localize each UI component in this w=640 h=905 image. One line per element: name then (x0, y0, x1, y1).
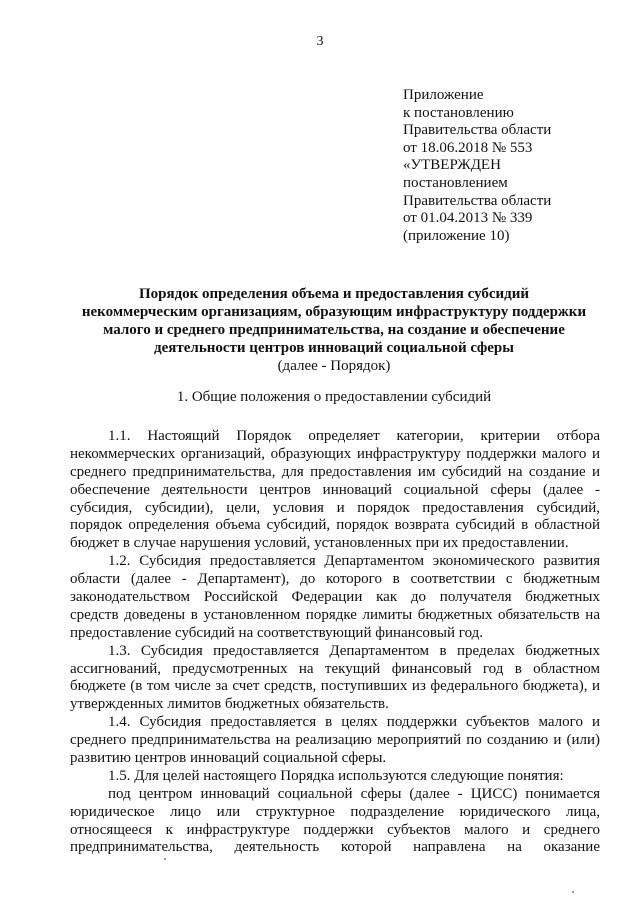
paragraph-line: среднего предпринимательства на реализацию мероприятий по созданию и (или) (70, 732, 600, 749)
appendix-line: Правительства области (403, 122, 552, 139)
paragraph-line: юридическое лицо или структурное подразделение юридического лица, (70, 803, 600, 820)
appendix-line: от 18.06.2018 № 553 (403, 139, 533, 156)
paragraph-line: предпринимательства, деятельность которой направлена на оказание (70, 839, 600, 856)
paragraph-line: предоставление субсидий на соответствующий финансовый год. (70, 624, 484, 641)
paragraph-line: развитию центров инноваций социальной сферы. (70, 750, 387, 767)
paragraph-line: средств доведены в установленном порядке лимиты бюджетных обязательств на (70, 606, 600, 623)
title-line: деятельности центров инноваций социальной сферы (154, 340, 514, 356)
appendix-line: (приложение 10) (403, 227, 510, 244)
paragraph-line: бюджете (в том числе за счет средств, поступивших из федерального бюджета), и (70, 678, 600, 695)
paragraph-line: 1.4. Субсидия предоставляется в целях поддержки субъектов малого и (108, 714, 600, 731)
section-heading: 1. Общие положения о предоставлении субсидий (176, 389, 492, 405)
body-text (70, 428, 600, 857)
paragraph-line: некоммерческих организаций, образующих инфраструктуру поддержки малого и (70, 445, 600, 462)
appendix-line: к постановлению (403, 104, 514, 121)
paragraph-line: ассигнований, предусмотренных на текущий финансовый год в областном (70, 660, 600, 677)
scan-artifact (164, 858, 166, 860)
paragraph-line: 1.2. Субсидия предоставляется Департаментом экономического развития (108, 553, 600, 570)
paragraph-line: относящееся к инфраструктуре поддержки субъектов малого и среднего (70, 821, 600, 838)
appendix-line: постановлением (403, 174, 508, 191)
appendix-line: «УТВЕРЖДЕН (403, 157, 501, 174)
paragraph-line: субсидия, субсидии), цели, условия и порядок предоставления субсидий, (70, 499, 600, 516)
paragraph-line: обеспечение деятельности центров инноваций социальной сферы (далее - (70, 481, 600, 498)
paragraph-line: среднего предпринимательства, для предоставления им субсидий на создание и (70, 463, 600, 480)
title-line: некоммерческим организациям, образующим инфраструктуру поддержки (81, 304, 587, 320)
page-number: 3 (316, 34, 324, 49)
paragraph-line: законодательством Российской Федерации как до получателя бюджетных (70, 589, 600, 606)
document-title (70, 285, 598, 375)
appendix-line: от 01.04.2013 № 339 (403, 210, 533, 227)
appendix-block (403, 87, 551, 245)
scan-artifact (572, 891, 574, 893)
appendix-line: Правительства области (403, 192, 552, 209)
paragraph-line: 1.1. Настоящий Порядок определяет категории, критерии отбора (108, 428, 600, 444)
paragraph-line: 1.5. Для целей настоящего Порядка используются следующие понятия: (108, 767, 564, 784)
title-subtitle: (далее - Порядок) (277, 358, 391, 374)
title-line: малого и среднего предпринимательства, на создание и обеспечение (103, 322, 565, 338)
paragraph-line: бюджет в случае нарушения условий, установленных при их предоставлении. (70, 535, 569, 552)
paragraph-line: утвержденных лимитов бюджетных обязательств. (70, 696, 389, 713)
paragraph-line: порядок определения объема субсидий, порядок возврата субсидий в областной (70, 517, 600, 534)
paragraph-line: под центром инноваций социальной сферы (далее - ЦИСС) понимается (108, 785, 600, 802)
appendix-line: Приложение (403, 87, 484, 103)
paragraph-line: области (далее - Департамент), до которого в соответствии с бюджетным (70, 571, 600, 588)
paragraph-line: 1.3. Субсидия предоставляется Департаментом в пределах бюджетных (108, 642, 600, 659)
title-line: Порядок определения объема и предоставления субсидий (138, 286, 530, 302)
